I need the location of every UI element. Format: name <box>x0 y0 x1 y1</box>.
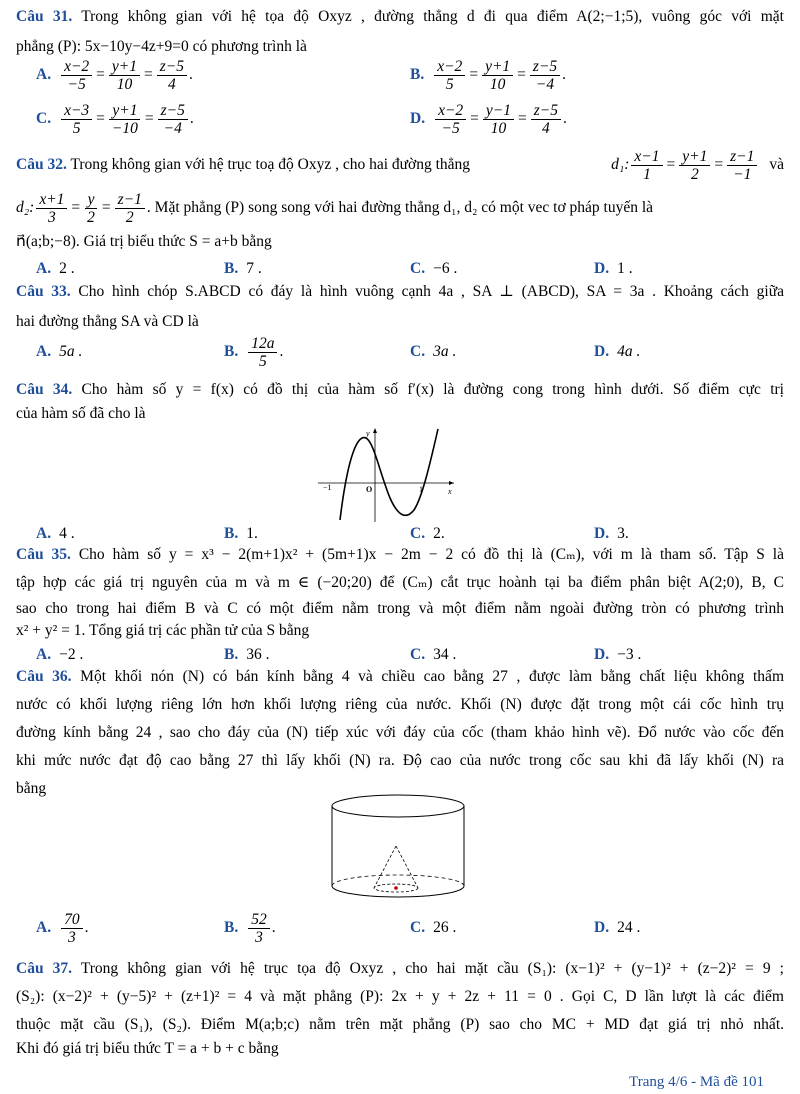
q32-d1-label: d₁: <box>611 156 630 173</box>
q37-text4: Khi đó giá trị biểu thức T = a + b + c bằng <box>16 1040 279 1057</box>
q35-option-b[interactable]: B. 36 . <box>224 646 270 663</box>
q32-and: và <box>769 156 784 173</box>
q35-option-a[interactable]: A. −2 . <box>36 646 84 663</box>
q31-option-c[interactable]: C. $\frac{x-3}{5}$ = $\frac{y+1}{-10}$ = $\frac{z-5}{-4}$ . <box>36 101 194 137</box>
tick-label-1: 1 <box>419 485 423 494</box>
q31-line1 <box>16 6 784 28</box>
q32-option-d[interactable]: D. 1 . <box>594 260 633 277</box>
question-32-line2: d₂: $\frac{x+1}{3}$ = $\frac{y}{2}$ = $\frac{z-1}{2}$ . Mặt phẳng (P) song song với hai đường thẳng d₁, d₂ có một vec tơ pháp tuyến là <box>16 190 654 226</box>
fraction: $\frac{z-5}{-4}$ <box>158 102 188 137</box>
q36-option-c[interactable]: C. 26 . <box>410 919 457 936</box>
q36-text4: khi mức nước đạt độ cao bằng 27 thì lấy khối (N) ra. Độ cao của nước trong cốc sau khi đã lấy khối (N) ra <box>16 752 784 769</box>
fraction: $\frac{y+1}{2}$ <box>679 148 710 183</box>
q31-number: Câu 31. <box>16 8 73 25</box>
q34-option-d[interactable]: D. 3. <box>594 525 629 542</box>
question-35 <box>16 544 784 642</box>
option-label: C. <box>36 110 52 127</box>
q32-d2-label: d₂: <box>16 199 35 216</box>
q34-text2: của hàm số đã cho là <box>16 405 146 422</box>
q31-option-d[interactable]: D. $\frac{x-2}{-5}$ = $\frac{y-1}{10}$ = $\frac{z-5}{4}$ . <box>410 101 567 137</box>
cone-base-center <box>394 886 398 890</box>
q36-line1 <box>16 666 784 688</box>
question-31 <box>16 6 784 58</box>
q31-option-a[interactable]: A. $\frac{x-2}{-5}$ = $\frac{y+1}{10}$ = $\frac{z-5}{4}$ . <box>36 57 193 93</box>
q36-option-b[interactable]: B. $\frac{52}{3}$ . <box>224 910 276 946</box>
q33-number: Câu 33. <box>16 283 71 300</box>
q36-text1: Một khối nón (N) có bán kính bằng 4 và chiều cao bằng 27 , được làm bằng chất liệu không thấm <box>80 668 784 685</box>
q37-text1: Trong không gian với hệ trục tọa độ Oxyz , cho hai mặt cầu (S₁): (x−1)² + (y−1)² + (z−2)² = 9 ; <box>80 960 784 977</box>
q35-option-c[interactable]: C. 34 . <box>410 646 457 663</box>
x-axis-arrow <box>449 481 454 485</box>
q37-text3: thuộc mặt cầu (S₁), (S₂). Điểm M(a;b;c) nằm trên mặt phẳng (P) sao cho MC + MD đạt giá trị nhỏ nhất. <box>16 1016 784 1033</box>
q35-option-d[interactable]: D. −3 . <box>594 646 642 663</box>
fraction: $\frac{x-3}{5}$ <box>61 102 92 137</box>
fraction: $\frac{x-2}{-5}$ <box>435 102 466 137</box>
q35-text3: sao cho trong hai điểm B và C có một điểm nằm trong và một điểm nằm ngoài đường tròn có phương trình <box>16 600 784 617</box>
derivative-graph <box>310 424 460 524</box>
x-axis-label: x <box>448 487 452 496</box>
q31-text1: Trong không gian với hệ tọa độ Oxyz , đường thẳng d đi qua điểm A(2;−1;5), vuông góc với mặt <box>81 8 784 25</box>
fraction: $\frac{12a}{5}$ <box>248 335 277 370</box>
q33-option-d[interactable]: D. 4a . <box>594 343 641 360</box>
q35-text1: Cho hàm số y = x³ − 2(m+1)x² + (5m+1)x − 2m − 2 có đồ thị là (Cₘ), với m là tham số. Tập S là <box>78 546 784 563</box>
q36-option-a[interactable]: A. $\frac{70}{3}$ . <box>36 910 89 946</box>
fraction: $\frac{y+1}{10}$ <box>482 58 513 93</box>
fraction: $\frac{x-2}{5}$ <box>434 58 465 93</box>
fraction: $\frac{y-1}{10}$ <box>483 102 514 137</box>
cylinder-bottom-front <box>332 886 464 897</box>
question-34 <box>16 379 784 425</box>
y-axis-arrow <box>373 428 377 433</box>
q37-number: Câu 37. <box>16 960 73 977</box>
q33-text1: Cho hình chóp S.ABCD có đáy là hình vuông cạnh 4a , SA ⊥ (ABCD), SA = 3a . Khoảng cách giữa <box>78 283 784 300</box>
q36-text2: nước có khối lượng riêng lớn hơn khối lượng riêng của nước. Khối (N) được đặt trong một cái cốc hình trụ <box>16 696 784 713</box>
question-36 <box>16 666 784 800</box>
question-37 <box>16 958 784 1060</box>
q35-number: Câu 35. <box>16 546 71 563</box>
q33-option-c[interactable]: C. 3a . <box>410 343 457 360</box>
fraction: $\frac{z-5}{4}$ <box>157 58 187 93</box>
q36-text5: bằng <box>16 780 47 797</box>
fraction: $\frac{z-5}{-4}$ <box>530 58 560 93</box>
q32-option-b[interactable]: B. 7 . <box>224 260 262 277</box>
q35-text4: x² + y² = 1. Tổng giá trị các phần tử của S bằng <box>16 622 310 639</box>
q35-text2: tập hợp các giá trị nguyên của m và m ∈ (−20;20) để (Cₘ) cắt trục hoành tại ba điểm phân biệt A(2;0), B, C <box>16 574 784 591</box>
fraction: $\frac{z-1}{-1}$ <box>727 148 757 183</box>
q34-option-b[interactable]: B. 1. <box>224 525 258 542</box>
q32-text3: n⃗(a;b;−8). Giá trị biểu thức S = a+b bằng <box>16 233 272 250</box>
question-33 <box>16 281 784 333</box>
derivative-curve <box>340 429 438 520</box>
q32-text1: Trong không gian với hệ trục toạ độ Oxyz , cho hai đường thẳng <box>70 156 471 173</box>
q34-text1: Cho hàm số y = f(x) có đồ thị của hàm số f′(x) là đường cong trong hình dưới. Số điểm cực trị <box>81 381 784 398</box>
cone-right-edge <box>396 846 418 888</box>
q33-text2: hai đường thẳng SA và CD là <box>16 313 199 330</box>
fraction: $\frac{x+1}{3}$ <box>36 191 67 226</box>
origin-label: O <box>366 485 373 494</box>
fraction: $\frac{x-2}{-5}$ <box>61 58 92 93</box>
q36-number: Câu 36. <box>16 668 72 685</box>
q34-number: Câu 34. <box>16 381 73 398</box>
fraction: $\frac{70}{3}$ <box>61 911 83 946</box>
q36-option-d[interactable]: D. 24 . <box>594 919 641 936</box>
y-axis-label: y <box>366 429 370 438</box>
option-label: B. <box>410 66 425 83</box>
q32-number: Câu 32. <box>16 156 67 173</box>
q32-option-a[interactable]: A. 2 . <box>36 260 75 277</box>
page-footer: Trang 4/6 - Mã đề 101 <box>629 1074 764 1090</box>
q32-option-c[interactable]: C. −6 . <box>410 260 458 277</box>
q34-option-c[interactable]: C. 2. <box>410 525 445 542</box>
q33-option-b[interactable]: B. $\frac{12a}{5}$ . <box>224 334 284 370</box>
q36-text3: đường kính bằng 24 , sao cho đáy của (N) tiếp xúc với đáy của cốc (tham khảo hình vẽ). Đổ nước vào cốc đến <box>16 724 784 741</box>
cylinder-cone-figure <box>328 790 468 910</box>
fraction: $\frac{y+1}{10}$ <box>109 58 140 93</box>
fraction: $\frac{52}{3}$ <box>248 911 270 946</box>
fraction: $\frac{z-1}{2}$ <box>115 191 145 226</box>
cylinder-top-rim <box>332 795 464 817</box>
option-label: D. <box>410 110 426 127</box>
fraction: $\frac{y+1}{-10}$ <box>109 102 141 137</box>
q37-text2: (S₂): (x−2)² + (y−5)² + (z+1)² = 4 và mặt phẳng (P): 2x + y + 2z + 11 = 0 . Gọi C, D lần lượt là các điểm <box>16 988 784 1005</box>
question-32-line1: Câu 32. Trong không gian với hệ trục toạ độ Oxyz , cho hai đường thẳng d₁: $\frac{x-1}{1}$ = $\frac{y+1}{2}$ = $\frac{z-1}{-1}$ và <box>16 147 784 183</box>
cone-left-edge <box>374 846 396 888</box>
tick-label-neg1: −1 <box>323 483 332 492</box>
q31-text2: phẳng (P): 5x−10y−4z+9=0 có phương trình là <box>16 38 307 55</box>
fraction: $\frac{z-5}{4}$ <box>531 102 561 137</box>
q34-option-a[interactable]: A. 4 . <box>36 525 75 542</box>
fraction: $\frac{x-1}{1}$ <box>631 148 662 183</box>
option-label: A. <box>36 66 52 83</box>
q33-option-a[interactable]: A. 5a . <box>36 343 83 360</box>
q32-text2: . Mặt phẳng (P) song song với hai đường thẳng d₁, d₂ có một vec tơ pháp tuyến là <box>146 199 654 216</box>
q31-option-b[interactable]: B. $\frac{x-2}{5}$ = $\frac{y+1}{10}$ = $\frac{z-5}{-4}$ . <box>410 57 567 93</box>
fraction: $\frac{y}{2}$ <box>84 191 98 226</box>
